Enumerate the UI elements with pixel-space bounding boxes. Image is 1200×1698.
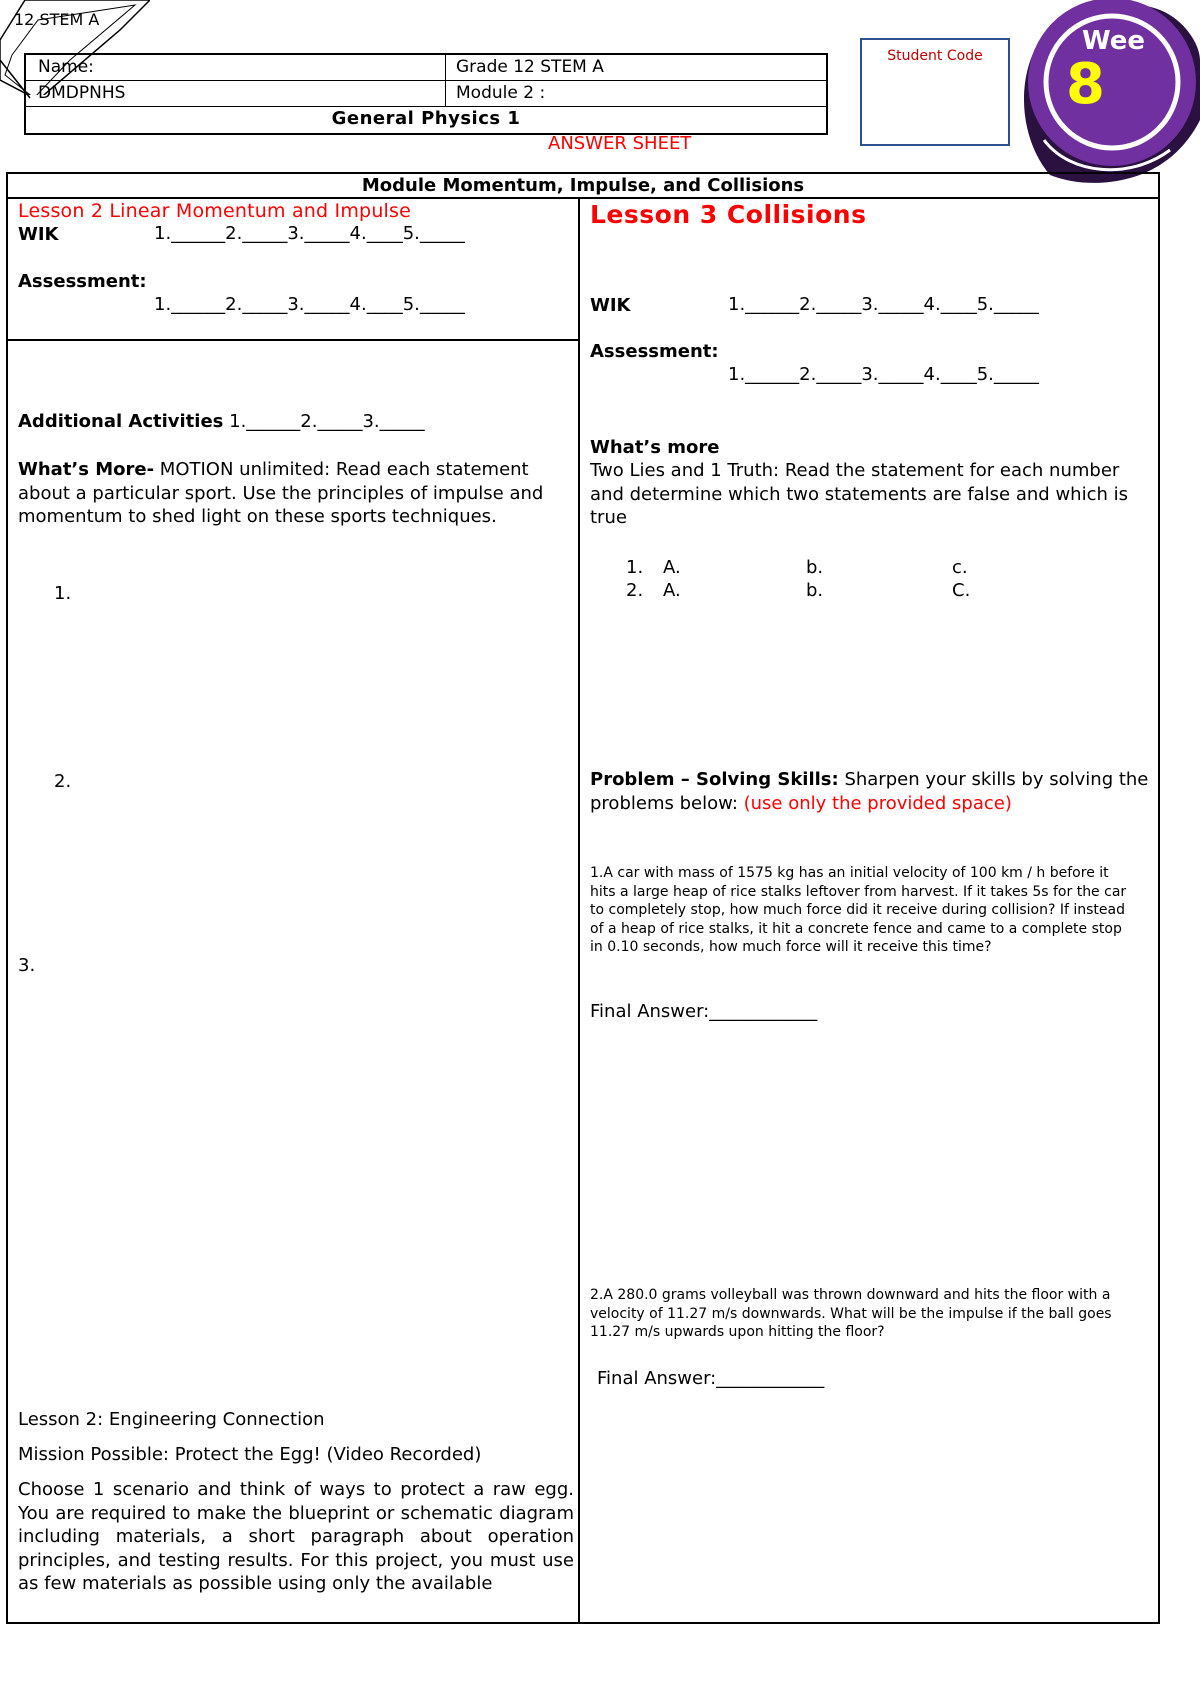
answer-sheet-label: ANSWER SHEET — [548, 133, 692, 154]
lesson3-title: Lesson 3 Collisions — [590, 200, 867, 229]
week-label: Wee — [1082, 26, 1146, 56]
choice-row-1-c[interactable]: c. — [952, 557, 968, 578]
left-assessment-blanks[interactable]: 1.______2._____3._____4.____5._____ — [154, 294, 465, 315]
column-divider — [578, 199, 580, 1624]
final-answer-2[interactable]: Final Answer:____________ — [597, 1368, 825, 1389]
problem-solving-note: (use only the provided space) — [743, 792, 1012, 814]
choice-row-1-num: 1. — [626, 557, 644, 578]
corner-tab-edge — [0, 40, 60, 110]
module-title: Module Momentum, Impulse, and Collisions — [8, 174, 1158, 199]
school-name: DMDPNHS — [26, 81, 446, 106]
engineering-title: Lesson 2: Engineering Connection — [18, 1409, 325, 1430]
right-whats-more-text: Two Lies and 1 Truth: Read the statement for each number and determine which two statements are false and which is true — [590, 460, 1128, 528]
left-whats-more-label: What’s More- — [18, 459, 155, 480]
week-number: 8 — [1066, 52, 1105, 117]
choice-row-2-a[interactable]: A. — [663, 580, 681, 601]
choice-row-2-c[interactable]: C. — [952, 580, 971, 601]
subject-title: General Physics 1 — [331, 108, 521, 129]
additional-activities — [18, 410, 425, 433]
mission-title: Mission Possible: Protect the Egg! (Video Recorded) — [18, 1444, 482, 1465]
right-assessment-label: Assessment: — [590, 341, 719, 362]
right-whats-more-label: What’s more — [590, 437, 720, 458]
mission-text: Choose 1 scenario and think of ways to protect a raw egg. You are required to make the blueprint or schematic diagram including materials, a short paragraph about operation principles, and testing results. For this project, you must use as few materials as possible using only the available — [18, 1479, 574, 1594]
problem-2: 2.A 280.0 grams volleyball was thrown downward and hits the floor with a velocity of 11.27 m/s downwards. What will be the impulse if the ball goes 11.27 m/s upwards upon hitting the floor? — [590, 1287, 1112, 1340]
right-wik-label: WIK — [590, 295, 631, 316]
student-code-box[interactable] — [860, 38, 1010, 146]
left-wik-label: WIK — [18, 224, 59, 245]
choice-row-1-b[interactable]: b. — [806, 557, 824, 578]
right-wik-blanks[interactable]: 1.______2._____3._____4.____5._____ — [728, 294, 1039, 315]
name-field: Name: — [26, 55, 446, 80]
corner-tab-label: 12 STEM A — [14, 10, 100, 29]
left-item-2: 2. — [54, 771, 72, 792]
lesson2-title: Lesson 2 Linear Momentum and Impulse — [18, 200, 412, 222]
left-item-3: 3. — [18, 955, 36, 976]
problem-solving-label: Problem – Solving Skills: — [590, 769, 839, 790]
problem-solving-intro — [590, 768, 1150, 815]
problem-1: 1.A car with mass of 1575 kg has an initial velocity of 100 km / h before it hits a large heap of rice stalks leftover from harvest. If it takes 5s for the car to completely stop, how much force did it receive during collision? If instead of a heap of rice stalks, it hit a concrete fence and came to a complete stop in 0.10 seconds, how much force will it receive this time? — [590, 865, 1127, 955]
left-whats-more-text: MOTION unlimited: Read each statement about a particular sport. Use the principles of impulse and momentum to shed light on these sports techniques. — [18, 459, 544, 527]
student-code-label: Student Code — [887, 48, 983, 64]
module-number: Module 2 : — [456, 83, 546, 103]
header-info-table — [24, 53, 828, 135]
choice-row-1-a[interactable]: A. — [663, 557, 681, 578]
right-assessment-blanks[interactable]: 1.______2._____3._____4.____5._____ — [728, 364, 1039, 385]
final-answer-1[interactable]: Final Answer:____________ — [590, 1001, 818, 1022]
grade-section: Grade 12 STEM A — [456, 57, 604, 77]
additional-activities-blanks[interactable]: 1.______2._____3._____ — [229, 411, 425, 432]
additional-activities-label: Additional Activities — [18, 411, 224, 432]
choice-row-2-b[interactable]: b. — [806, 580, 824, 601]
left-item-1: 1. — [54, 583, 72, 604]
left-wik-blanks[interactable]: 1.______2._____3._____4.____5._____ — [154, 223, 465, 244]
left-whats-more — [18, 458, 573, 529]
answer-frame — [6, 172, 1160, 1624]
choice-row-2-num: 2. — [626, 580, 644, 601]
problem-solving-text: Sharpen your skills by solving the problems below: — [590, 769, 1149, 814]
left-section-divider — [8, 339, 579, 341]
left-assessment-label: Assessment: — [18, 271, 147, 292]
